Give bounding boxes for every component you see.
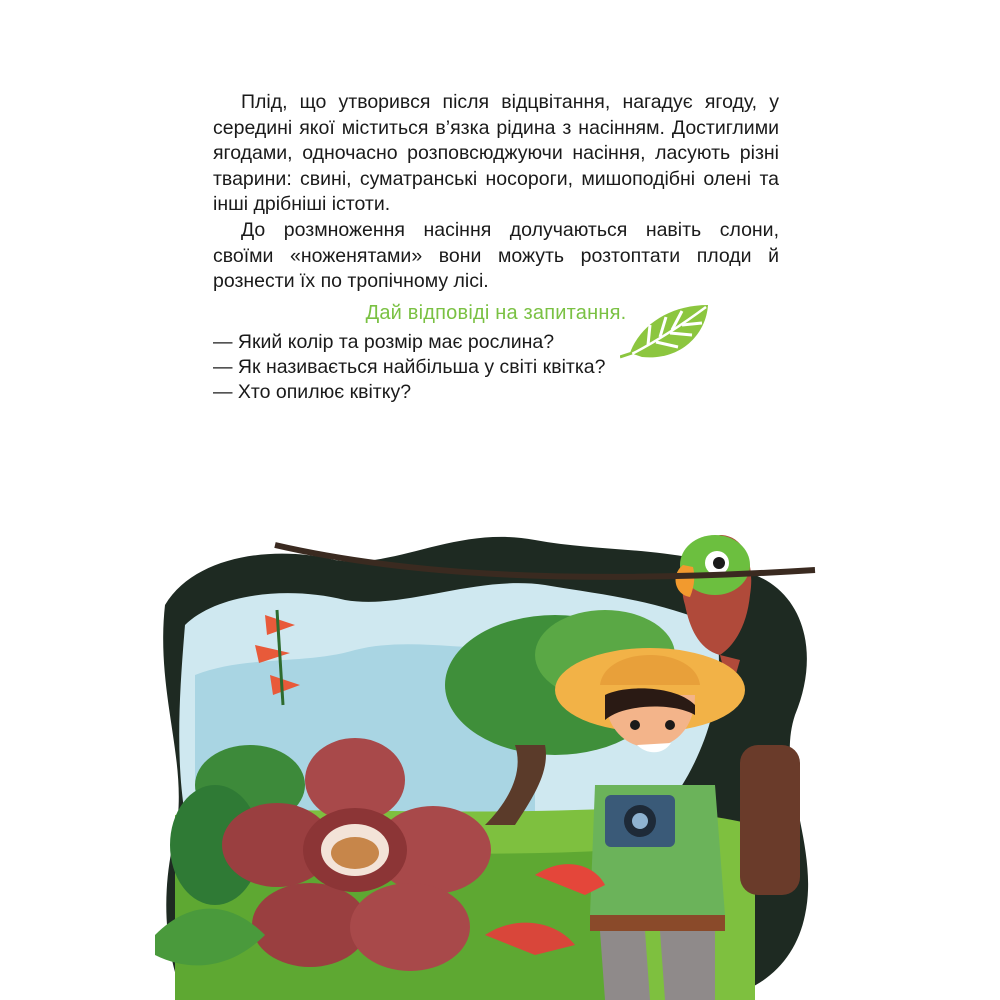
question-item: — Як називається найбільша у світі квітка? xyxy=(213,356,606,379)
monstera-leaf-icon xyxy=(620,295,715,365)
paragraph-2: До розмноження насіння долучаються навіть слони, своїми «ноженятами» вони можуть розтоптати плоди й рознести їх по тропічному лісі. xyxy=(213,218,779,293)
jungle-illustration xyxy=(155,515,820,1000)
question-item: — Хто опилює квітку? xyxy=(213,381,412,404)
paragraph-1: Плід, що утворився після відцвітання, нагадує ягоду, у середині якої міститься в’язка рідина з насінням. Достиглими ягодами, одночасно розповсюджуючи насіння, ласують різні тварини: свині, суматранські носороги, мишоподібні олені та інші дрібніші істоти. xyxy=(213,91,779,216)
questions-prompt: Дай відповіді на запитання. xyxy=(365,301,627,324)
question-item: — Який колір та розмір має рослина? xyxy=(213,331,555,354)
